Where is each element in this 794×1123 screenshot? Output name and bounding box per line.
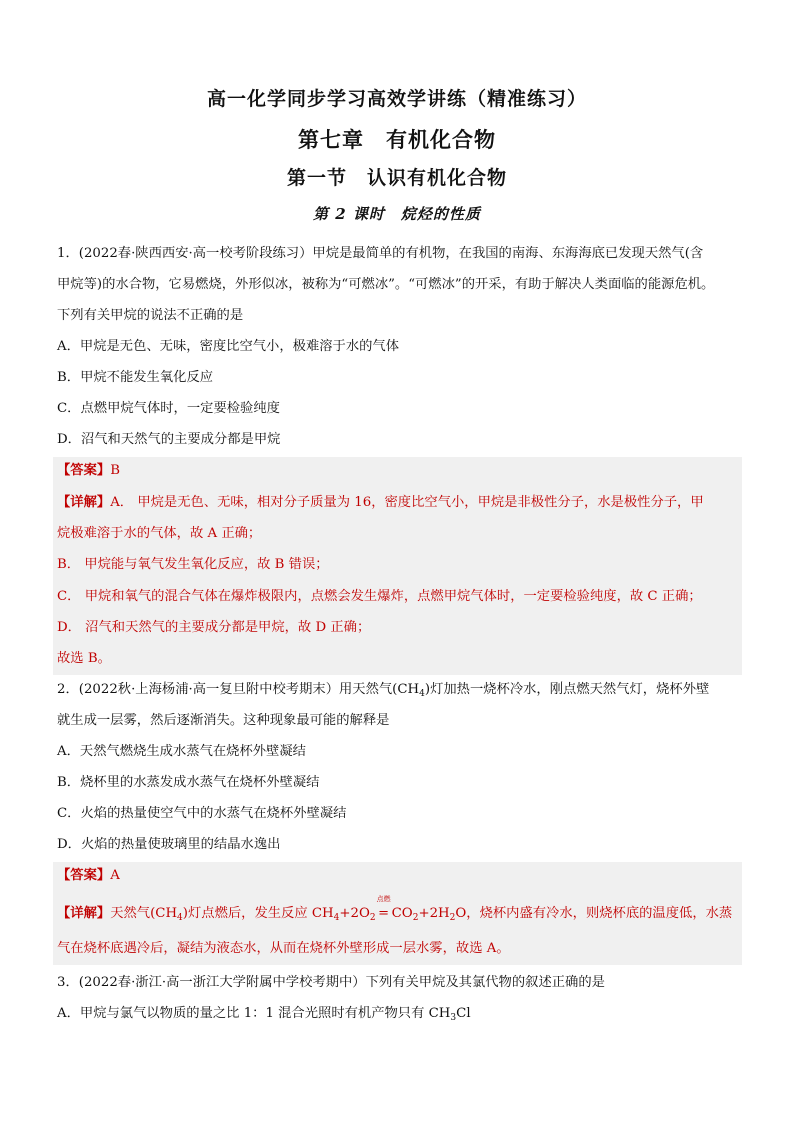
q1-stem-line1: 1．(2022春·陕西西安·高一校考阶段练习）甲烷是最简单的有机物，在我国的南海、东海海底已发现天然气(含 [57, 246, 704, 261]
q1-option-b: B．甲烷不能发生氧化反应 [57, 370, 214, 385]
q2-option-b: B．烧杯里的水蒸发成水蒸气在烧杯外壁凝结 [57, 775, 320, 790]
subscript: 4 [419, 689, 425, 699]
q2-stem-text-b: )灯加热一烧杯冷水，刚点燃天然气灯，烧杯外壁 [424, 682, 710, 697]
series-title: 高一化学同步学习高效学讲练（精准练习） [206, 88, 587, 110]
q2-option-d: D．火焰的热量使玻璃里的结晶水逸出 [57, 837, 281, 852]
reaction-condition-label: 点燃 [376, 895, 391, 903]
q1-stem-line3: 下列有关甲烷的说法不正确的是 [57, 308, 244, 323]
q1-option-c: C．点燃甲烷气体时，一定要检验纯度 [57, 401, 280, 416]
q1-explanation-line5: D． 沼气和天然气的主要成分都是甲烷，故 D 正确； [57, 620, 371, 635]
q1-stem-line2: 甲烷等)的水合物，它易燃烧，外形似冰，被称为“可燃冰”。“可燃冰”的开采，有助于解决人类面临的能源危机。 [57, 277, 715, 292]
equation-text: )灯点燃后，发生反应 CH [182, 906, 334, 921]
equation-text: CO [391, 906, 413, 921]
q1-option-d: D．沼气和天然气的主要成分都是甲烷 [57, 432, 281, 447]
q2-option-a: A．天然气燃烧生成水蒸气在烧杯外壁凝结 [57, 744, 306, 759]
subscript: 2 [369, 913, 376, 923]
q1-answer [57, 461, 741, 481]
q2-stem-line1 [57, 680, 741, 700]
reaction-condition [376, 895, 392, 924]
equation-text: +2H [418, 906, 450, 921]
q1-explanation-line6: 故选 B。 [57, 651, 111, 666]
lesson-title: 第 2 课时 烷烃的性质 [313, 205, 481, 223]
answer-label: 【答案】 [57, 868, 111, 883]
q1-explanation-line2: 烷极难溶于水的气体，故 A 正确； [57, 526, 262, 541]
q1-option-a: A．甲烷是无色、无味，密度比空气小，极难溶于水的气体 [57, 339, 400, 354]
chapter-title: 第七章 有机化合物 [298, 127, 496, 152]
option-text-a: A．甲烷与氯气以物质的量之比 1：1 混合光照时有机产物只有 CH [57, 1006, 451, 1021]
q2-answer [57, 866, 741, 886]
q3-stem: 3．(2022春·浙江·高一浙江大学附属中学校考期中）下列有关甲烷及其氯代物的叙述正确的是 [57, 975, 605, 990]
subscript: 4 [333, 913, 340, 923]
q2-stem-line2: 就生成一层雾，然后逐渐消失。这种现象最可能的解释是 [57, 713, 390, 728]
answer-label: 【答案】 [57, 463, 111, 478]
option-text-b: Cl [456, 1006, 471, 1021]
subscript: 3 [450, 1013, 457, 1023]
equation-text: O，烧杯内盛有冷水，则烧杯底的温度低，水蒸 [455, 906, 733, 921]
explanation-text: A． 甲烷是无色、无味，相对分子质量为 16，密度比空气小，甲烷是非极性分子，水是极性分子，甲 [110, 495, 704, 510]
q3-option-a [57, 1004, 741, 1024]
q2-stem-text-a: 2．(2022秋·上海杨浦·高一复旦附中校考期末）用天然气(CH [57, 682, 420, 697]
q2-explanation-line1 [57, 895, 741, 924]
q1-explanation-line4: C． 甲烷和氧气的混合气体在爆炸极限内，点燃会发生爆炸，点燃甲烷气体时，一定要检验纯度，故 C 正确； [57, 589, 702, 604]
q1-explanation-line3: B． 甲烷能与氧气发生氧化反应，故 B 错误； [57, 557, 329, 572]
q2-explanation-line2: 气在烧杯底遇冷后，凝结为液态水，从而在烧杯外壁形成一层水雾，故选 A。 [57, 941, 510, 956]
subscript: 2 [412, 913, 419, 923]
explanation-label: 【详解】 [57, 495, 111, 510]
subscript: 4 [177, 913, 183, 923]
q2-option-c: C．火焰的热量使空气中的水蒸气在烧杯外壁凝结 [57, 806, 347, 821]
answer-value: A [110, 868, 120, 883]
subscript: 2 [449, 913, 456, 923]
q1-explanation-line1 [57, 493, 741, 513]
section-title: 第一节 认识有机化合物 [286, 167, 507, 189]
explanation-label: 【详解】 [57, 906, 111, 921]
equation-text: +2O [339, 906, 370, 921]
answer-value: B [110, 463, 120, 478]
equation-text: 天然气(CH [110, 906, 178, 921]
equals-sign: = [378, 906, 390, 921]
